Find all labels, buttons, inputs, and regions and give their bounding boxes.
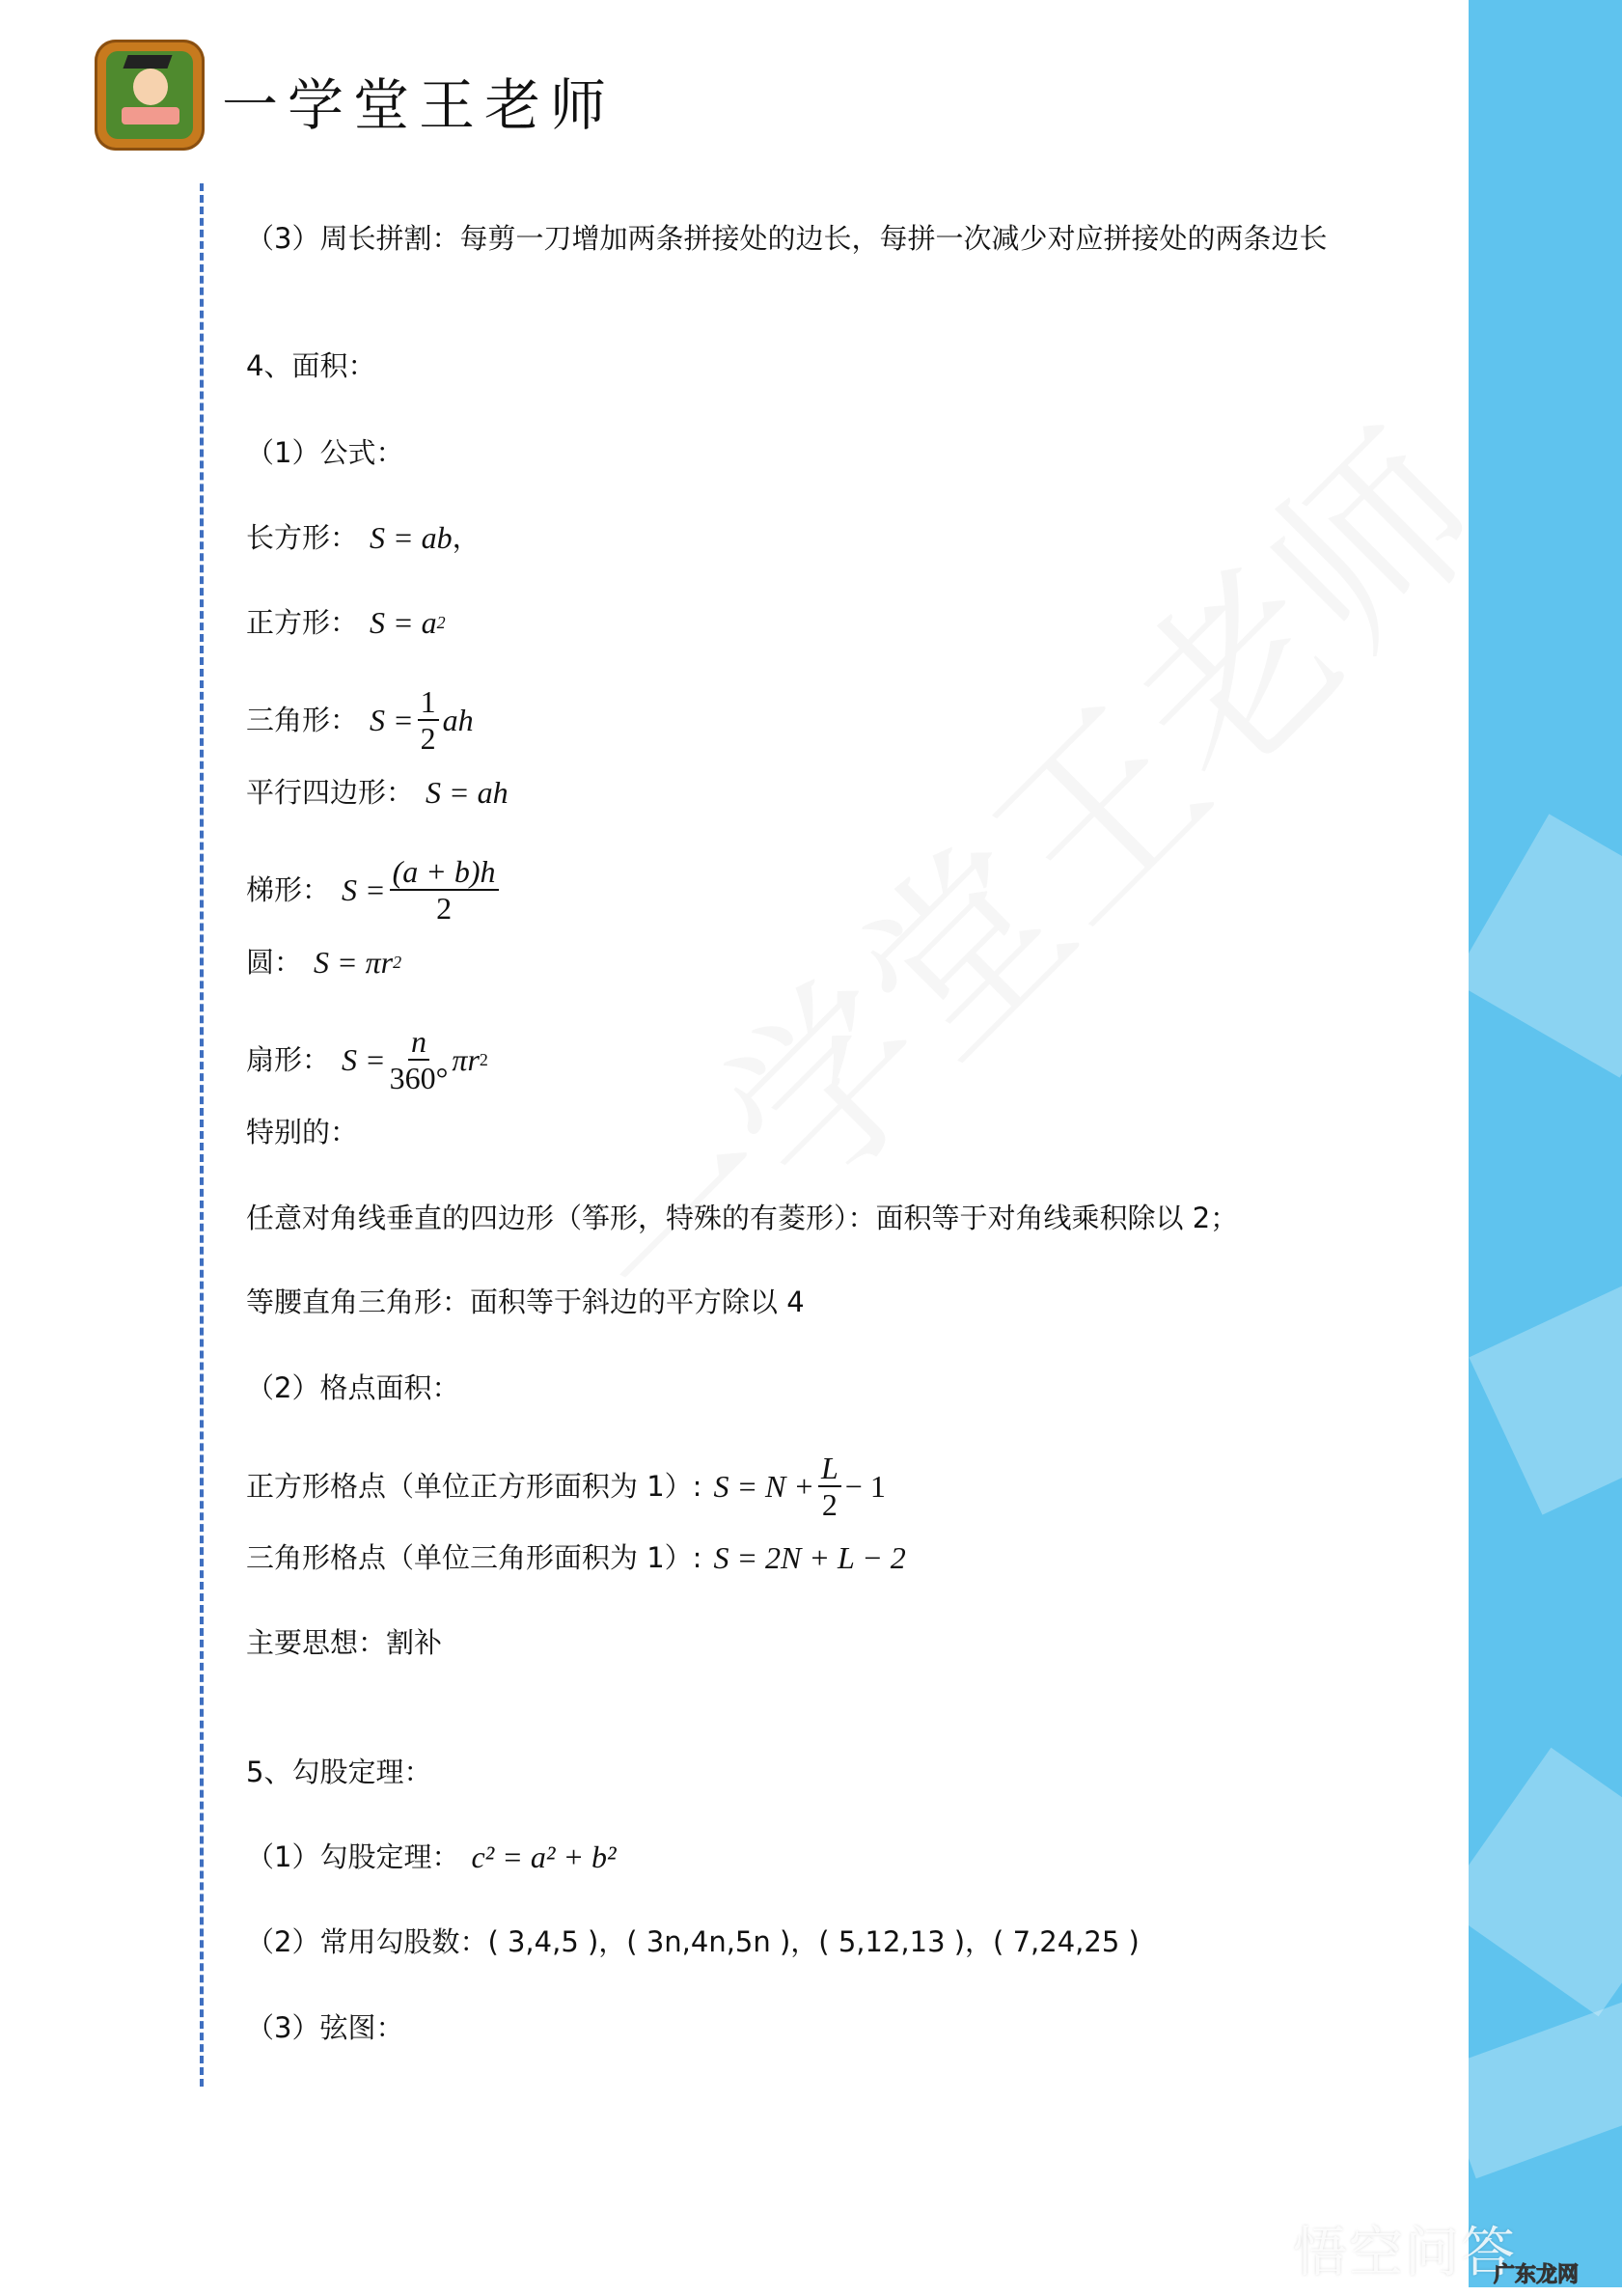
formula: S = a <box>370 605 437 640</box>
wukong-qa-watermark: 悟空问答 <box>1293 2222 1517 2284</box>
grid-area-heading: （2）格点面积： <box>246 1371 460 1404</box>
chord-diagram-heading: （3）弦图： <box>246 2011 404 2044</box>
section-5-heading: 5、勾股定理： <box>246 1756 432 1788</box>
label: 扇形： <box>246 1043 331 1076</box>
trapezoid-formula <box>246 856 503 924</box>
triangle-grid-formula <box>246 1538 906 1577</box>
label: 正方形格点（单位正方形面积为 1）: <box>246 1470 702 1503</box>
rectangle-formula <box>246 518 481 557</box>
comma: ， <box>452 521 481 554</box>
label: 正方形： <box>246 606 359 639</box>
pythagorean-triples: （2）常用勾股数：( 3,4,5 )，( 3n,4n,5n )，( 5,12,13 )，( 7,24,25 ) <box>246 1925 1140 1958</box>
square-grid-formula <box>246 1452 886 1520</box>
triangle-formula <box>246 686 474 754</box>
label: 三角形： <box>246 704 359 736</box>
numerator: L <box>818 1452 841 1487</box>
label: 长方形： <box>246 521 359 554</box>
special-heading: 特别的： <box>246 1116 359 1148</box>
denominator: 2 <box>821 1487 838 1522</box>
teacher-logo <box>95 40 205 151</box>
circle-formula <box>246 943 401 982</box>
formula: S = πr <box>314 945 394 980</box>
sector-formula <box>246 1026 488 1093</box>
formula: S = ah <box>426 775 509 810</box>
section-4-heading: 4、面积： <box>246 349 376 382</box>
formula-heading: （1）公式： <box>246 436 404 469</box>
main-idea-text: 主要思想：割补 <box>246 1626 443 1659</box>
exponent: 2 <box>393 953 402 972</box>
rhs: πr <box>452 1042 480 1077</box>
lhs: S = N + <box>713 1469 814 1504</box>
denominator: 2 <box>420 721 436 756</box>
page-title: 一学堂王老师 <box>222 72 617 138</box>
formula: S = ab <box>370 520 453 555</box>
rhs: ah <box>442 703 474 737</box>
perimeter-cut-text: （3）周长拼割：每剪一刀增加两条拼接处的边长，每拼一次减少对应拼接处的两条边长 <box>246 222 1328 255</box>
special-diagonal-text: 任意对角线垂直的四边形（筝形，特殊的有菱形）：面积等于对角线乘积除以 2； <box>246 1202 1239 1234</box>
decorative-side-panel <box>1469 0 1622 2287</box>
pythagorean-theorem <box>246 1838 617 1876</box>
formula: c² = a² + b² <box>471 1840 617 1874</box>
dashed-margin-line <box>200 183 204 2087</box>
numerator: 1 <box>418 686 439 721</box>
lhs: S = <box>370 703 414 737</box>
lhs: S = <box>342 1042 386 1077</box>
rhs: − 1 <box>844 1469 886 1504</box>
lhs: S = <box>342 872 386 907</box>
formula: S = 2N + L − 2 <box>713 1540 906 1575</box>
special-isosceles-text: 等腰直角三角形：面积等于斜边的平方除以 4 <box>246 1286 805 1318</box>
numerator: (a + b)h <box>390 856 499 891</box>
label: （1）勾股定理： <box>246 1840 460 1873</box>
denominator: 2 <box>436 891 453 926</box>
label: 平行四边形： <box>246 776 415 809</box>
square-formula <box>246 603 446 642</box>
exponent: 2 <box>436 613 446 632</box>
label: 圆： <box>246 946 303 979</box>
parallelogram-formula <box>246 773 509 812</box>
numerator: n <box>408 1026 429 1061</box>
label: 三角形格点（单位三角形面积为 1）: <box>246 1541 702 1574</box>
label: 梯形： <box>246 873 331 906</box>
denominator: 360° <box>389 1061 449 1095</box>
source-watermark: 广东龙网 <box>1494 2263 1580 2287</box>
exponent: 2 <box>479 1050 488 1069</box>
